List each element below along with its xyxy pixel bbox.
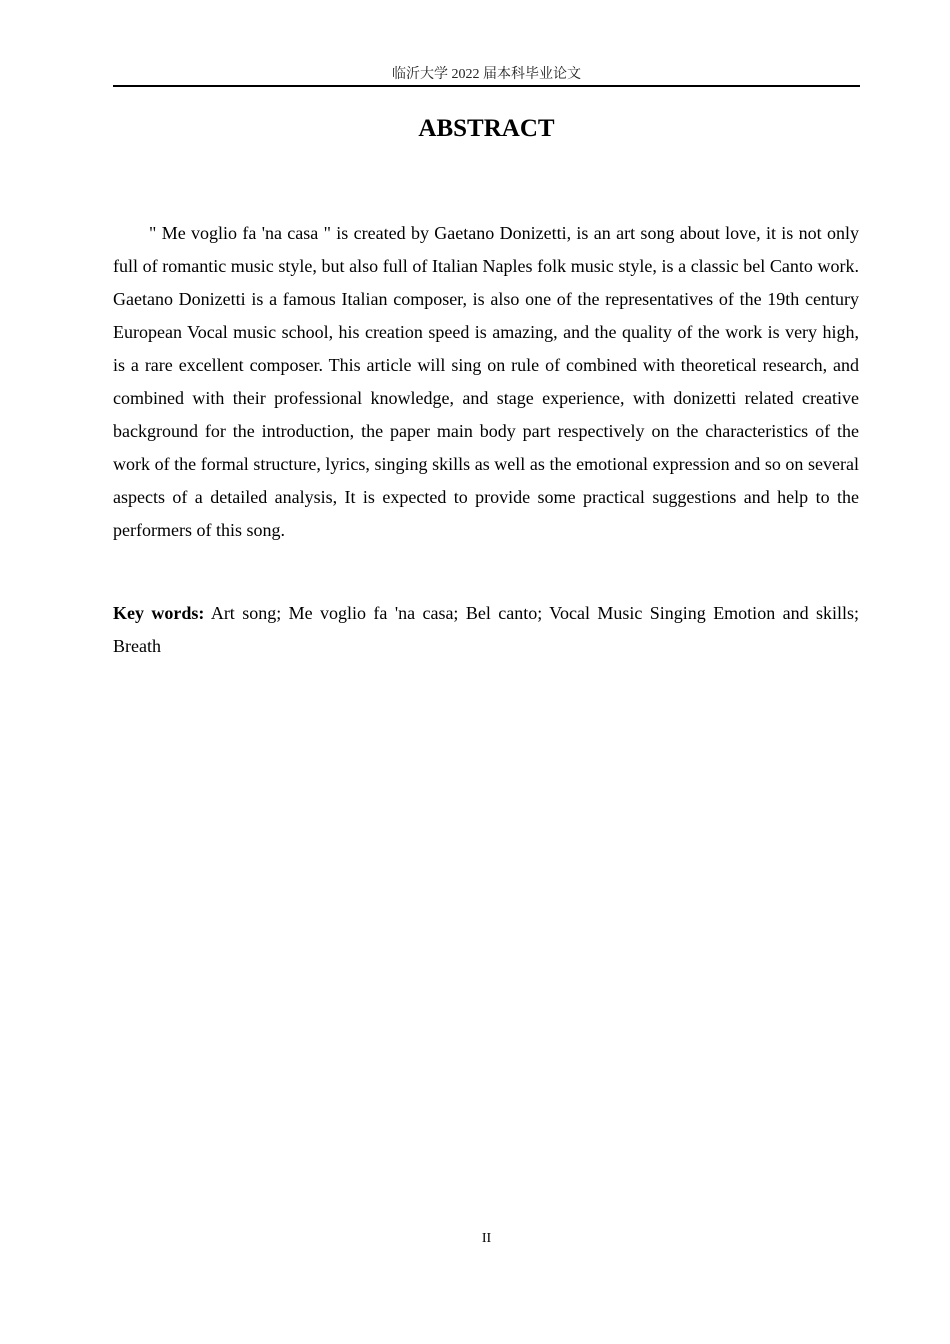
running-header: 临沂大学 2022 届本科毕业论文 <box>392 67 581 82</box>
page-number: II <box>481 1231 492 1246</box>
abstract-body: " Me voglio fa 'na casa " is created by Gaetano Donizetti, is an art song about love, it is not only full of romantic music style, but also full of Italian Naples folk music style, is a classic bel Canto work. Gaetano Donizetti is a famous Italian composer, is also one of the representatives of the 19th century European Vocal music school, his creation speed is amazing, and the quality of the work is very high, is a rare excellent composer. This article will sing on rule of combined with theoretical research, and combined with their professional knowledge, and stage experience, with donizetti related creative background for the introduction, the paper main body part respectively on the characteristics of the work of the formal structure, lyrics, singing skills as well as the emotional expression and so on several aspects of a detailed analysis, It is expected to provide some practical suggestions and help to the performers of this song. <box>113 223 859 540</box>
header-rule <box>113 85 860 87</box>
keywords-text: Art song; Me voglio fa 'na casa; Bel canto; Vocal Music Singing Emotion and skills; Breath <box>113 603 860 656</box>
keywords-paragraph <box>113 597 859 663</box>
page-title: ABSTRACT <box>418 115 555 142</box>
keywords-label: Key words: <box>113 603 205 623</box>
